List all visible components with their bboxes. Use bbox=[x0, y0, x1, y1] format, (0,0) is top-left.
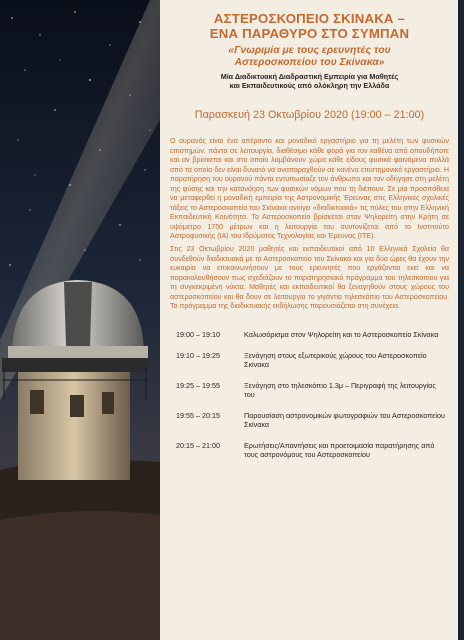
body-paragraph: Ο ουρανός είναι ένα απέραντο και μοναδικό εργαστήριο για τη μελέτη των φυσικών επιστημών, πάντα σε λειτουργία, διαθέσιμο κάθε φορά για τον καθένα από οπουδήποτε και αν βρίσκεται και στο οποίο λαμβάνουν χώρα κάθε είδους φυσικά φαινόμενα πολλά από τα οποία δεν είναι δυνατό να αναπαραχθούν σε κανένα επιστημονικό εργαστήριο. Η παρατήρηση του ουρανού πάντα εντυπωσίαζε τον άνθρωπο και τον οδήγησε στη μελέτη της φύσης και την κατανόηση των φυσικών νόμων που τη διέπουν. Σε μία προσπάθεια να μεταφερθεί η μοναδική εμπειρία της Αστρονομικής Έρευνας στις Ελληνικές σχολικές τάξεις το Αστεροσκοπείο του Σκίνακα ανοίγει «διαδικτυακά» τις πύλες του στην Ελληνική Εκπαιδευτική Κοινότητα. Το Αστεροσκοπείο βρίσκεται στον Ψηλορείτη στην Κρήτη σε υψόμετρο 1750 μέτρων και η λειτουργία του συντονίζεται από το Ινστιτούτο Αστροφυσικής (ΙΑ) του Ιδρύματος Τεχνολογίας και Έρευνας (ΙΤΕ). bbox=[170, 137, 449, 241]
schedule-activity: Ξενάγηση στους εξωτερικούς χώρους του Αστεροσκοπείο Σκίνακα bbox=[244, 350, 427, 369]
event-subtitle bbox=[170, 45, 449, 69]
schedule-row bbox=[170, 369, 449, 399]
description-line-2: και Εκπαιδευτικούς από ολόκληρη την Ελλάδα bbox=[229, 81, 390, 90]
schedule-time: 19:00 – 19:10 bbox=[176, 329, 220, 339]
title-line-2: ΕΝΑ ΠΑΡΑΘΥΡΟ ΣΤΟ ΣΥΜΠΑΝ bbox=[209, 26, 410, 41]
schedule-time: 19:55 – 20:15 bbox=[176, 410, 220, 420]
body-text bbox=[170, 137, 449, 312]
schedule-time: 19:10 – 19:25 bbox=[176, 350, 220, 360]
schedule-time: 19:25 – 19:55 bbox=[176, 380, 220, 390]
observatory-night-sky-photo bbox=[0, 0, 160, 640]
schedule-row bbox=[170, 429, 449, 459]
schedule-activity: Καλωσόρισμα στον Ψηλορείτη και το Αστεροσκοπείο Σκίνακα bbox=[244, 329, 439, 339]
schedule-activity: Ξενάγηση στο τηλεσκόπιο 1.3μ – Περιγραφή της λειτουργίας του bbox=[244, 380, 436, 399]
event-description bbox=[170, 72, 449, 90]
observatory-illustration bbox=[0, 0, 160, 640]
event-flyer-panel bbox=[160, 0, 458, 640]
title-line-1: ΑΣΤΕΡΟΣΚΟΠΕΙΟ ΣΚΙΝΑΚΑ – bbox=[213, 11, 406, 26]
schedule-row bbox=[170, 399, 449, 429]
schedule-row bbox=[170, 339, 449, 369]
body-paragraph: Στις 23 Οκτωβρίου 2020 μαθητές και εκπαιδευτικοί από 10 Ελληνικά Σχολεία θα συνδεθούν διαδικτυακά με το Αστεροσκοπείο του Σκίνακα και για δύο ώρες θα έχουν την ευκαιρία να επικοινωνήσουν με τους ερευνητές που εργάζονται εκεί και να παρακολουθήσουν πως σχεδιάζουν το παρατηρησιακό πρόγραμμα του τηλεσκοπίου για τη συγκεκριμένη νύκτα. Μαθητές και εκπαιδευτικοί θα ξεναγηθούν στους χώρους του αστεροσκοπείου και θα δουν σε λειτουργία το γιγάντιο τηλεσκόπιο του Αστεροσκοπείου. Το πρόγραμμα της διαδικτυακής εκδήλωσης παρουσιάζεται στη συνέχεια. bbox=[170, 245, 449, 311]
schedule-time: 20:15 – 21:00 bbox=[176, 440, 220, 450]
subtitle-line-2: Αστεροσκοπείου του Σκίνακα» bbox=[234, 57, 385, 68]
schedule-activity: Ερωτήσεις/Απαντήσεις και προετοιμασία παρατήρησης από τους αστρονόμους του Αστεροσκοπείου bbox=[244, 440, 435, 459]
event-date: Παρασκευή 23 Οκτωβρίου 2020 (19:00 – 21:00) bbox=[194, 109, 425, 121]
subtitle-line-1: «Γνωριμία με τους ερευνητές του bbox=[228, 45, 391, 56]
schedule-table bbox=[170, 330, 449, 459]
page-edge-strip bbox=[458, 0, 464, 640]
description-line-1: Μία Διαδικτυακή Διαδραστική Εμπειρία για Μαθητές bbox=[220, 72, 399, 81]
schedule-activity: Παρουσίαση αστρονομικών φωτογραφιών του Αστεροσκοπείου Σκίνακα bbox=[244, 410, 445, 429]
event-title bbox=[170, 11, 449, 41]
schedule-row bbox=[170, 330, 449, 339]
